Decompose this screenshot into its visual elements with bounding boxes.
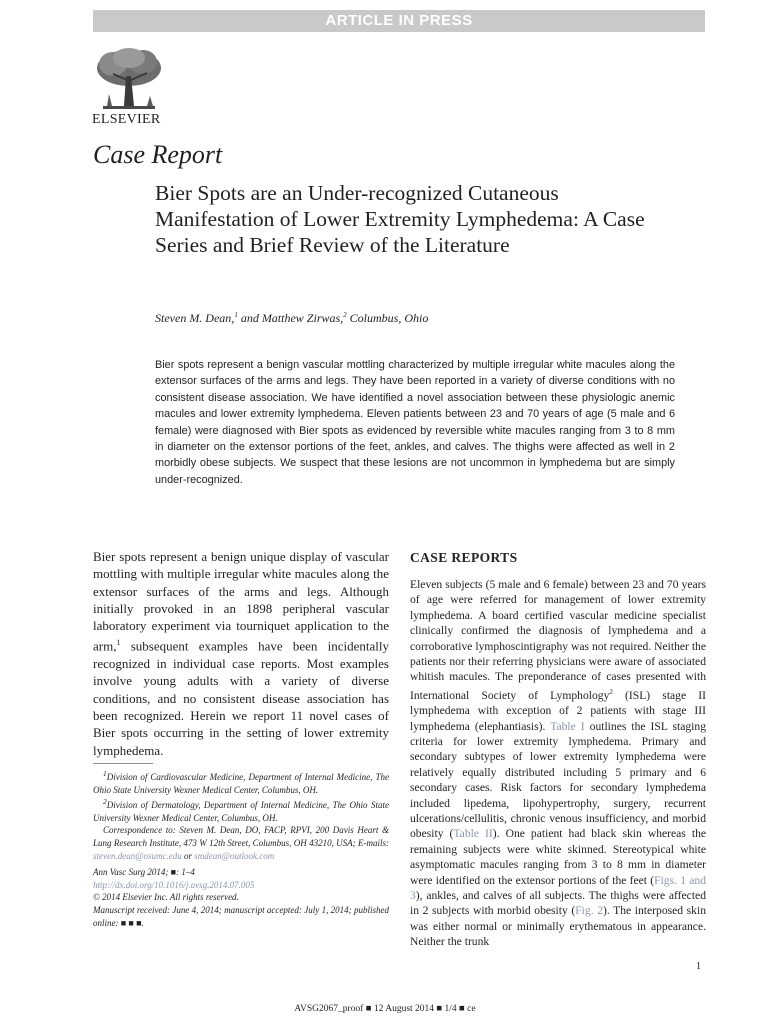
figure-2-link[interactable]: Fig. 2 [575, 904, 603, 918]
email-link-1[interactable]: steven.dean@osumc.edu [93, 850, 182, 861]
article-in-press-banner: ARTICLE IN PRESS [93, 10, 705, 32]
affiliation-2 [93, 796, 389, 824]
proof-footer: AVSG2067_proof ■ 12 August 2014 ■ 1/4 ■ ce [294, 1004, 476, 1014]
copyright: © 2014 Elsevier Inc. All rights reserved. [93, 892, 239, 903]
case-text-6: ). The interposed skin was either normal or minimally erythematous in appearance. Neither the trunk [410, 904, 706, 949]
affiliation-2-marker: 2 [103, 797, 107, 807]
publisher-name: ELSEVIER [92, 112, 161, 127]
case-text-3: outlines the ISL staging criteria for lower extremity lymphedema. Primary and secondary subtypes of lower extremity lymphedema were relatively equally distributed including 5 primary and 6 secondary cases. Risk factors for secondary lymphedema included lipedema, lipohypertrophy, surgery, recurrent ulcerations/cellulitis, chronic venous insufficiency, and morbid obesity ( [410, 719, 706, 841]
author-1-affiliation: 1 [234, 311, 238, 319]
intro-citation-1[interactable]: 1 [116, 638, 121, 648]
case-text-1: Eleven subjects (5 male and 6 female) between 23 and 70 years of age were referred for management of lower extremity lymphedema. A board certified vascular medicine specialist clinically confirmed the diagnosis of lymphedema and a corroborative lymphoscintigraphy was not required. Neither the patients nor their referring physicians were aware of associated whitish macules. The preponderance of cases presented with International Society of Lymphology [410, 578, 706, 702]
affiliation-1 [93, 768, 389, 796]
article-type: Case Report [93, 140, 223, 169]
author-1: Steven M. Dean, [155, 311, 235, 325]
affiliation-1-marker: 1 [103, 769, 107, 778]
case-text-4: ). One patient had black skin whereas the remaining subjects were white skinned. Stereotypical white asymptomatic macules ranging from 3 to 8 mm in diameter were identified on the extensor portions of the feet ( [410, 827, 707, 887]
case-text-2: (ISL) stage II lymphedema with exception of 2 patients with stage III lymphedema (elephantiasis). [410, 688, 706, 733]
doi-link[interactable]: http://dx.doi.org/10.1016/j.avsg.2014.07.005 [93, 879, 255, 890]
author-location: Columbus, Ohio [349, 311, 429, 325]
case-reports-paragraph [410, 577, 706, 950]
case-citation-2[interactable]: 2 [609, 687, 613, 696]
email-separator: or [181, 850, 195, 861]
email-link-2[interactable]: smdean@outlook.com [194, 850, 275, 861]
elsevier-tree-logo [93, 46, 165, 114]
affiliation-1-text: Division of Cardiovascular Medicine, Department of Internal Medicine, The Ohio State University Wexner Medical Center, Columbus, OH. [93, 772, 389, 795]
intro-text-2: subsequent examples have been incidentally recognized in individual case reports. Most examples involve young adults with a variety of diverse conditions, and no consistent disease association has been recognized. Herein we report 11 novel cases of Bier spots occurring in the setting of lower extremity lymphedema. [93, 638, 389, 758]
footnotes [93, 768, 389, 929]
intro-text-1: Bier spots represent a benign unique display of vascular mottling with multiple irregular white macules along the extensor surfaces of the arms and legs. Although initially provoked in an 1898 peripheral vascular laboratory experiment via tourniquet application to the arm, [93, 549, 389, 654]
correspondence [93, 824, 389, 862]
introduction-paragraph [93, 548, 389, 759]
manuscript-dates: Manuscript received: June 4, 2014; manuscript accepted: July 1, 2014; published online: ■ ■ ■. [93, 904, 389, 928]
journal-citation: Ann Vasc Surg 2014; ■: 1–4 [93, 867, 195, 878]
figures-1-3-link[interactable]: Figs. 1 and 3 [410, 873, 706, 902]
author-2: and Matthew Zirwas, [240, 311, 344, 325]
table-1-link[interactable]: Table I [550, 719, 585, 733]
author-2-affiliation: 2 [343, 311, 347, 319]
abstract: Bier spots represent a benign vascular mottling characterized by multiple irregular white macules along the extensor surfaces of the arms and legs. They have been reported in a variety of diverse conditions with no consistent disease association. We have identified a novel association between these physiologic anemic macules and lower extremity lymphedema. Eleven patients between 23 and 70 years of age (5 male and 6 female) were diagnosed with Bier spots as evidenced by reversible white macules ranging from 3 to 8 mm in diameter on the extensor portions of the feet, ankles, and calves. The thighs were affected as well in 2 morbidly obese subjects. We suspect that these lesions are not uncommon in lymphedema but are simply under-recognized. [155, 359, 675, 486]
case-text-5: ), ankles, and calves of all subjects. The thighs were affected in 2 subjects with morbid obesity ( [410, 888, 706, 918]
correspondence-text: Correspondence to: Steven M. Dean, DO, FACP, RPVI, 200 Davis Heart & Lung Research Institute, 473 W 12th Street, Columbus, OH 43210, USA; E-mails: [93, 825, 389, 848]
affiliation-2-text: Division of Dermatology, Department of Internal Medicine, The Ohio State University Wexner Medical Center, Columbus, OH. [93, 800, 389, 823]
page-number: 1 [696, 961, 701, 972]
article-title: Bier Spots are an Under-recognized Cutaneous Manifestation of Lower Extremity Lymphedema: A Case Series and Brief Review of the Literature [155, 181, 645, 257]
table-2-link[interactable]: Table II [453, 827, 493, 841]
case-reports-heading: CASE REPORTS [410, 550, 518, 565]
footnote-divider [93, 763, 389, 764]
author-line [155, 311, 675, 326]
